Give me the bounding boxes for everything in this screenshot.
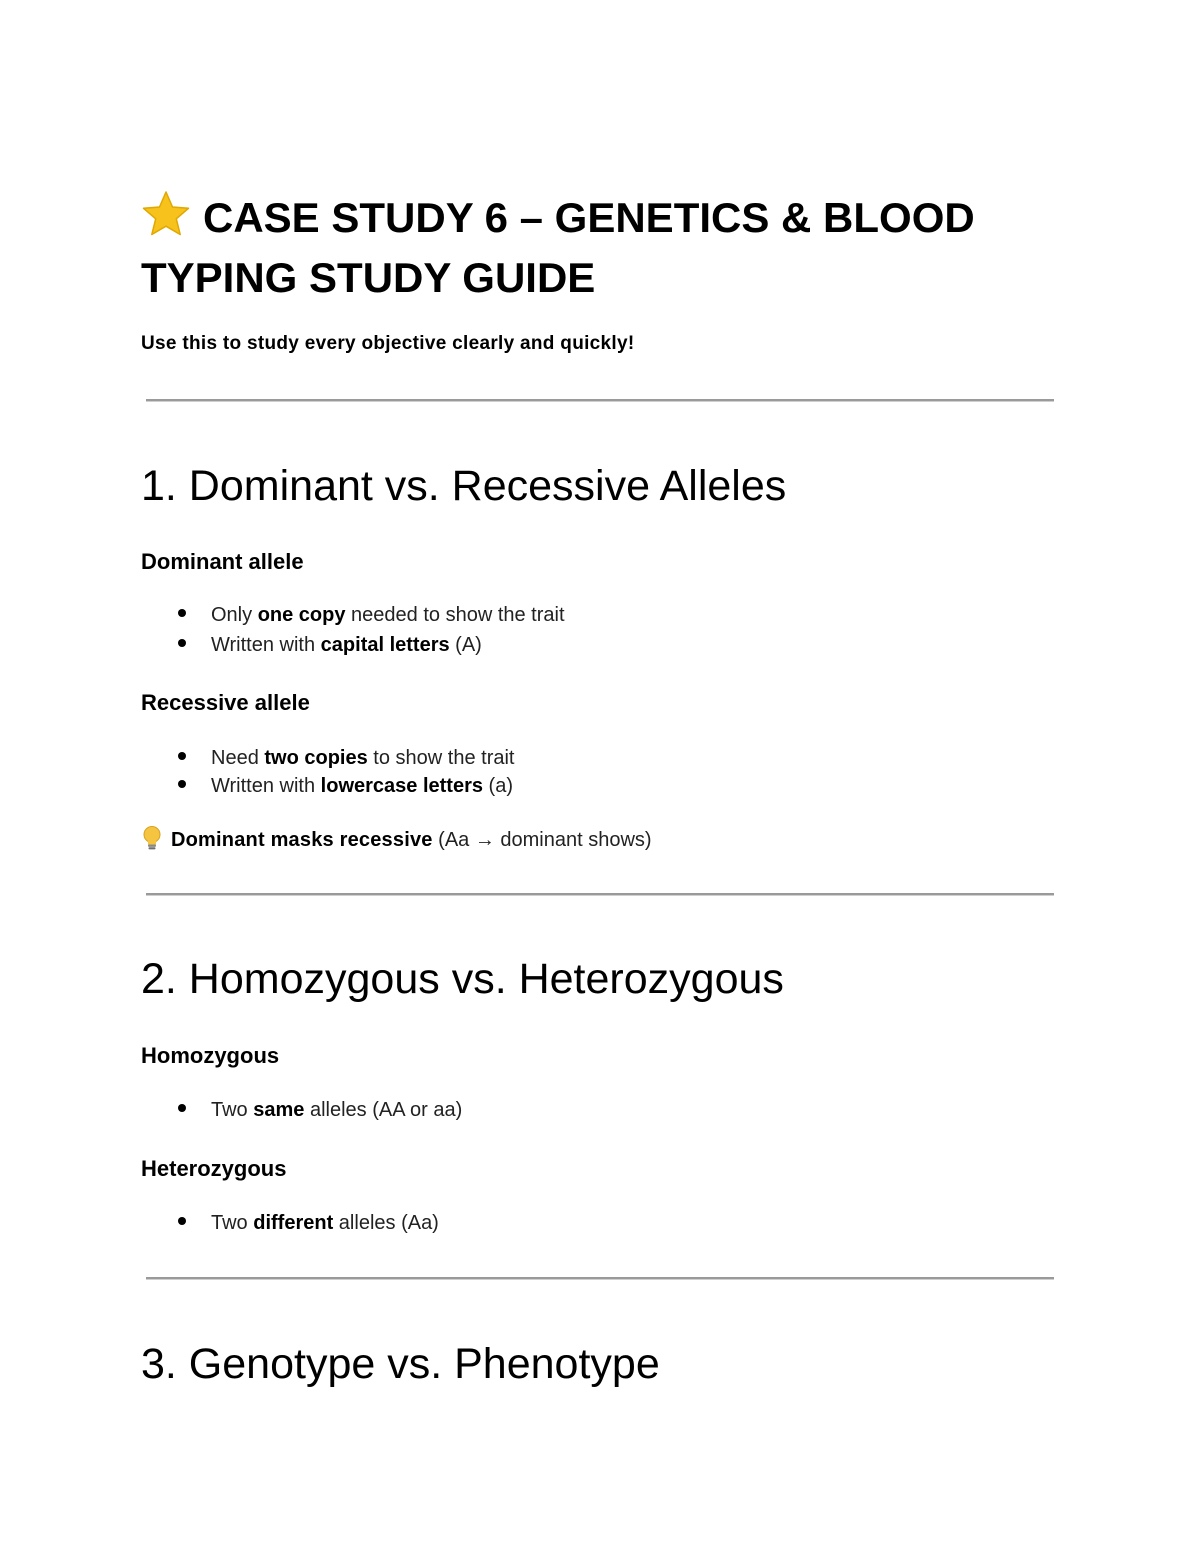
bullet-bold-text: different — [253, 1212, 334, 1234]
list-item — [178, 773, 513, 799]
bullet-dot — [178, 609, 186, 617]
bullet-text: alleles (AA or aa) — [304, 1099, 463, 1121]
bullet-text: Written with — [211, 775, 321, 797]
bullet-text: to show the trait — [367, 747, 515, 769]
list-item — [178, 602, 565, 628]
bullet-text: Two — [211, 1099, 254, 1121]
bullet-dot — [178, 639, 186, 647]
bullet-text: Written with — [211, 634, 321, 656]
bullet-bold-text: two copies — [264, 747, 368, 769]
bullet-bold-text: one copy — [257, 604, 346, 626]
tip-bold-text: Dominant masks recessive — [171, 829, 433, 851]
horizontal-rule — [146, 399, 1054, 402]
list-item — [178, 1210, 439, 1236]
list-item — [178, 745, 514, 771]
list-item — [178, 1097, 462, 1123]
bullet-text: Only — [211, 604, 258, 626]
list-item — [178, 632, 482, 658]
bullet-dot — [178, 1217, 186, 1225]
star-icon — [141, 190, 191, 238]
bullet-bold-text: lowercase letters — [320, 775, 483, 797]
bullet-bold-text: same — [253, 1099, 305, 1121]
bullet-dot — [178, 752, 186, 760]
group-label-heterozygous: Heterozygous — [141, 1156, 287, 1181]
bullet-text: Need — [211, 747, 265, 769]
tip-text: (Aa → dominant shows) — [432, 829, 652, 851]
document-subtitle: Use this to study every objective clearly and quickly! — [141, 333, 635, 354]
bullet-dot — [178, 780, 186, 788]
section-heading-3: 3. Genotype vs. Phenotype — [141, 1340, 660, 1388]
horizontal-rule — [146, 1277, 1054, 1280]
group-label-recessive: Recessive allele — [141, 690, 310, 715]
bullet-text: alleles (Aa) — [333, 1212, 439, 1234]
lightbulb-icon — [141, 825, 163, 851]
bullet-text: (a) — [483, 775, 513, 797]
bullet-text: (A) — [449, 634, 482, 656]
bullet-text: Two — [211, 1212, 254, 1234]
section-heading-1: 1. Dominant vs. Recessive Alleles — [141, 462, 787, 510]
document-title — [141, 188, 1081, 308]
horizontal-rule — [146, 893, 1054, 896]
section-heading-2: 2. Homozygous vs. Heterozygous — [141, 955, 784, 1003]
group-label-dominant: Dominant allele — [141, 549, 304, 574]
group-label-homozygous: Homozygous — [141, 1043, 280, 1068]
document-title-text: CASE STUDY 6 – GENETICS & BLOOD TYPING STUDY GUIDE — [141, 194, 975, 301]
bullet-text: needed to show the trait — [345, 604, 565, 626]
tip-line — [141, 825, 652, 853]
bullet-bold-text: capital letters — [320, 634, 450, 656]
bullet-dot — [178, 1104, 186, 1112]
